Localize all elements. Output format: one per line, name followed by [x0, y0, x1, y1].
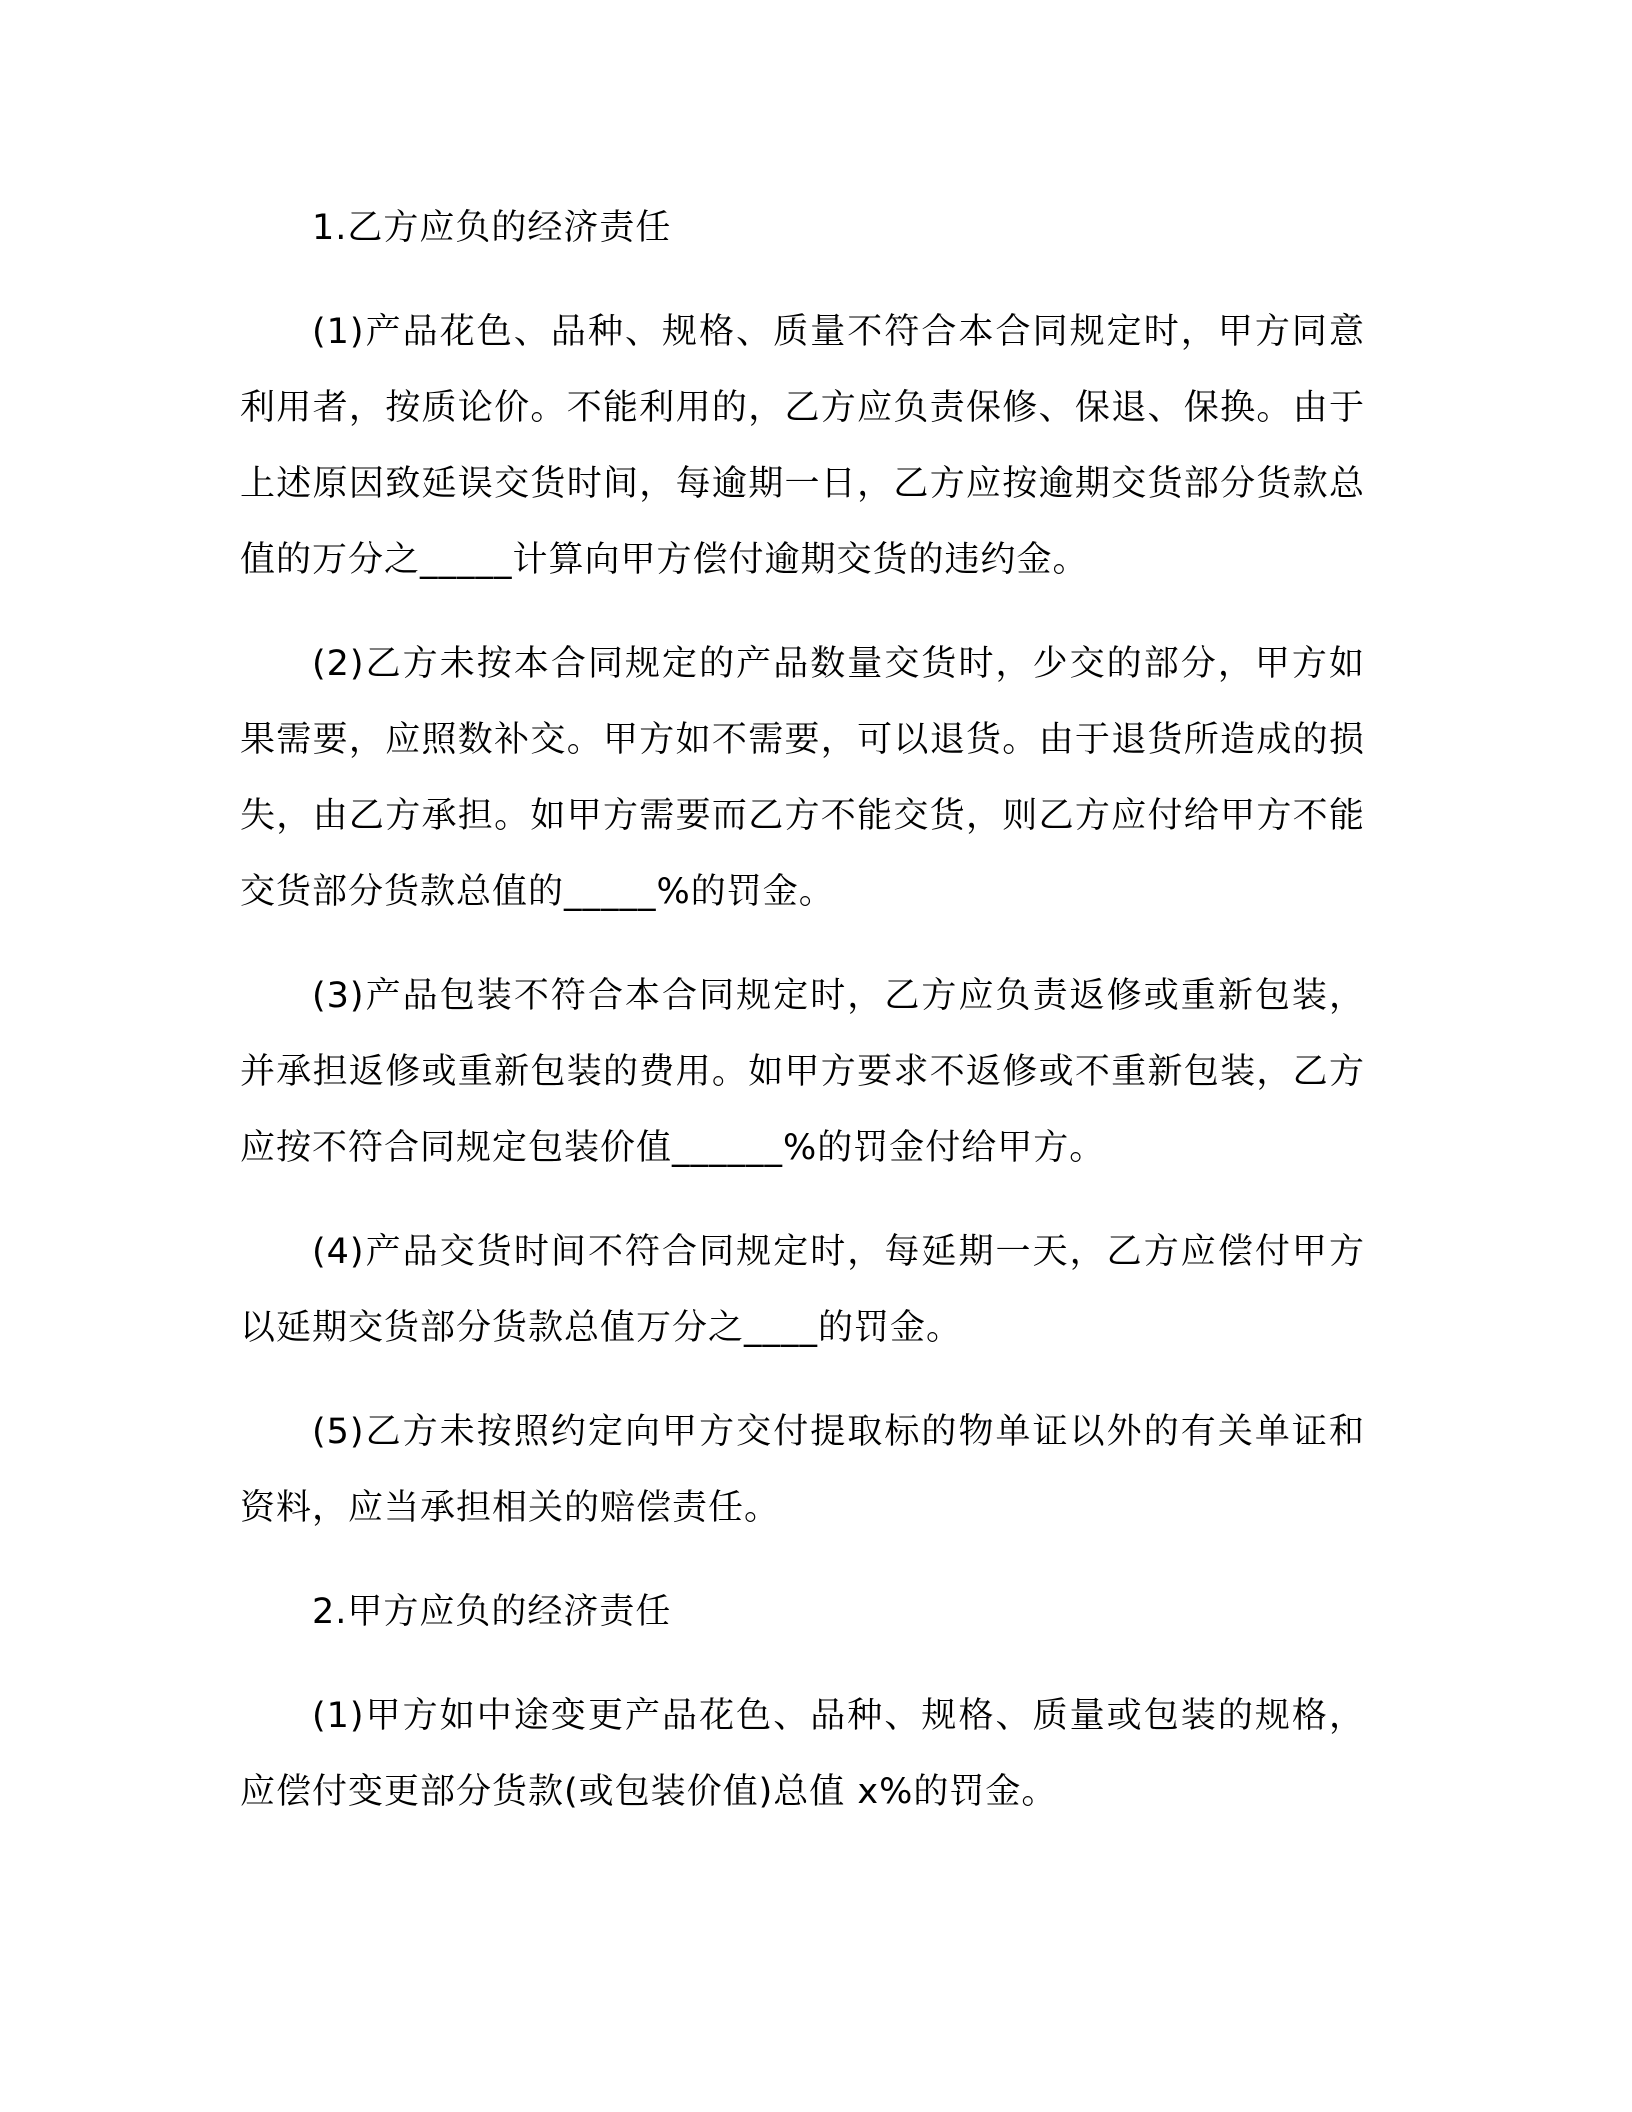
- section-1-clause-5: (5)乙方未按照约定向甲方交付提取标的物单证以外的有关单证和资料，应当承担相关的赔偿责任。: [240, 1412, 1365, 1528]
- section-2-clause-1: (1)甲方如中途变更产品花色、品种、规格、质量或包装的规格，应偿付变更部分货款(或包装价值)总值 x%的罚金。: [240, 1696, 1365, 1812]
- section-1-clause-2: (2)乙方未按本合同规定的产品数量交货时，少交的部分，甲方如果需要，应照数补交。甲方如不需要，可以退货。由于退货所造成的损失，由乙方承担。如甲方需要而乙方不能交货，则乙方应付给甲方不能交货部分货款总值的_____%的罚金。: [240, 644, 1365, 912]
- section-1-heading: 1.乙方应负的经济责任: [312, 208, 672, 248]
- section-1-clause-4: (4)产品交货时间不符合同规定时，每延期一天，乙方应偿付甲方以延期交货部分货款总值万分之____的罚金。: [240, 1232, 1365, 1348]
- document-page: [240, 190, 1365, 1858]
- section-1-clause-1: (1)产品花色、品种、规格、质量不符合本合同规定时，甲方同意利用者，按质论价。不能利用的，乙方应负责保修、保退、保换。由于上述原因致延误交货时间，每逾期一日，乙方应按逾期交货部分货款总值的万分之_____计算向甲方偿付逾期交货的违约金。: [240, 312, 1365, 580]
- section-1-clause-3: (3)产品包装不符合本合同规定时，乙方应负责返修或重新包装，并承担返修或重新包装的费用。如甲方要求不返修或不重新包装，乙方应按不符合同规定包装价值______%的罚金付给甲方。: [240, 976, 1365, 1168]
- section-2-heading: 2.甲方应负的经济责任: [312, 1592, 672, 1632]
